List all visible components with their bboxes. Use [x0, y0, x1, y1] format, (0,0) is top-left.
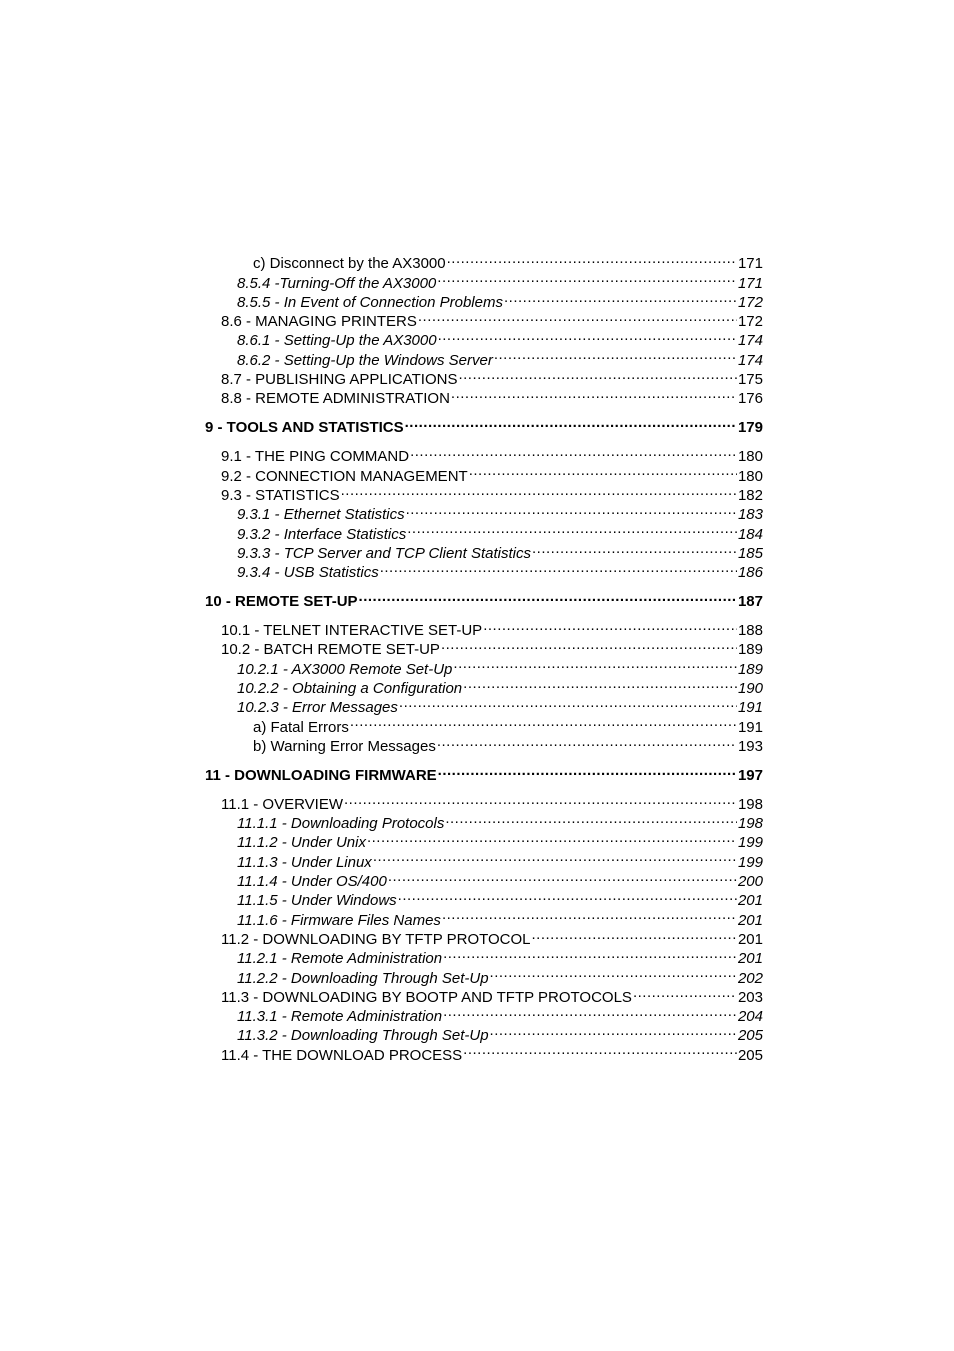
- toc-entry-title: 8.6 - MANAGING PRINTERS: [221, 313, 417, 331]
- dot-leader: [438, 761, 737, 780]
- toc-entry-page-number: 180: [737, 467, 763, 485]
- dot-leader: [398, 886, 737, 905]
- dot-leader: [437, 732, 737, 751]
- toc-entry-title: 9.1 - THE PING COMMAND: [221, 448, 410, 466]
- toc-entry-title: b) Warning Error Messages: [253, 737, 436, 755]
- toc-entry[interactable]: [205, 587, 763, 611]
- toc-entry-title: 9.3.2 - Interface Statistics: [237, 525, 407, 543]
- dot-leader: [445, 809, 737, 828]
- dot-leader: [504, 288, 737, 307]
- dot-leader: [388, 867, 737, 886]
- toc-entry-title: 8.6.2 - Setting-Up the Windows Server: [237, 351, 493, 369]
- dot-leader: [380, 558, 737, 577]
- toc-entry-page-number: 201: [737, 950, 763, 968]
- toc-entry-page-number: 183: [737, 506, 763, 524]
- toc-entry-title: 10.1 - TELNET INTERACTIVE SET-UP: [221, 622, 483, 640]
- dot-leader: [359, 587, 737, 606]
- toc-entry-page-number: 198: [737, 815, 763, 833]
- toc-entry[interactable]: [205, 761, 763, 784]
- toc-entry-title: 10.2.1 - AX3000 Remote Set-Up: [237, 660, 453, 678]
- toc-entry-title: 8.5.5 - In Event of Connection Problems: [237, 293, 503, 311]
- toc-entry-title: a) Fatal Errors: [253, 718, 349, 736]
- dot-leader: [532, 925, 737, 944]
- toc-entry-page-number: 187: [737, 593, 763, 611]
- toc-entry-page-number: 186: [737, 564, 763, 582]
- dot-leader: [373, 847, 737, 866]
- dot-leader: [407, 519, 737, 538]
- toc-entry[interactable]: [205, 616, 763, 640]
- dot-leader: [453, 654, 737, 673]
- toc-entry-title: 11.1.4 - Under OS/400: [237, 873, 387, 891]
- toc-entry-title: 11.1.3 - Under Linux: [237, 853, 372, 871]
- toc-entry-page-number: 205: [737, 1046, 763, 1064]
- dot-leader: [367, 828, 737, 847]
- toc-entry-page-number: 176: [737, 390, 763, 408]
- toc-entry-title: 8.6.1 - Setting-Up the AX3000: [237, 332, 437, 350]
- toc-entry-page-number: 198: [737, 795, 763, 813]
- toc-entry-title: 11.3 - DOWNLOADING BY BOOTP AND TFTP PROTOCOLS: [221, 988, 632, 1006]
- toc-entry[interactable]: [205, 790, 763, 813]
- toc-entry-page-number: 202: [737, 969, 763, 987]
- dot-leader: [418, 307, 737, 326]
- dot-leader: [494, 345, 737, 364]
- dot-leader: [447, 249, 737, 268]
- toc-entry-title: 10 - REMOTE SET-UP: [205, 593, 358, 611]
- toc-entry-page-number: 171: [737, 274, 763, 292]
- dot-leader: [458, 365, 737, 384]
- dot-leader: [341, 481, 737, 500]
- toc-entry-page-number: 188: [737, 622, 763, 640]
- toc-entry-page-number: 189: [737, 660, 763, 678]
- dot-leader: [463, 1040, 737, 1059]
- dot-leader: [438, 326, 737, 345]
- toc-entry-page-number: 172: [737, 313, 763, 331]
- toc-entry-title: 9.3.1 - Ethernet Statistics: [237, 506, 405, 524]
- toc-entry-title: 11.3.1 - Remote Administration: [237, 1008, 443, 1026]
- dot-leader: [490, 1021, 737, 1040]
- dot-leader: [443, 1002, 737, 1021]
- toc-entry-page-number: 182: [737, 486, 763, 504]
- dot-leader: [442, 905, 737, 924]
- toc-entry-page-number: 191: [737, 699, 763, 717]
- toc-entry-page-number: 201: [737, 892, 763, 910]
- toc-entry[interactable]: [205, 442, 763, 466]
- toc-entry-title: 10.2.2 - Obtaining a Configuration: [237, 679, 463, 697]
- toc-entry-title: 11.1 - OVERVIEW: [221, 795, 343, 813]
- toc-entry[interactable]: [205, 249, 763, 273]
- toc-entry-title: 9.2 - CONNECTION MANAGEMENT: [221, 467, 468, 485]
- toc-entry-title: 11.2 - DOWNLOADING BY TFTP PROTOCOL: [221, 930, 531, 948]
- toc-entry-title: 11.1.5 - Under Windows: [237, 892, 397, 910]
- toc-entry-title: 9.3 - STATISTICS: [221, 486, 340, 504]
- toc-entry-page-number: 197: [737, 766, 763, 784]
- toc-entry-page-number: 201: [737, 911, 763, 929]
- dot-leader: [451, 384, 737, 403]
- dot-leader: [437, 268, 737, 287]
- toc-entry-title: 8.7 - PUBLISHING APPLICATIONS: [221, 371, 458, 389]
- dot-leader: [410, 442, 737, 461]
- dot-leader: [483, 616, 737, 635]
- toc-entry-title: 11 - DOWNLOADING FIRMWARE: [205, 766, 437, 784]
- toc-entry-page-number: 180: [737, 448, 763, 466]
- dot-leader: [443, 944, 737, 963]
- dot-leader: [633, 983, 737, 1002]
- toc-entry-page-number: 191: [737, 718, 763, 736]
- toc-entry-title: 11.1.6 - Firmware Files Names: [237, 911, 441, 929]
- toc-entry-title: 11.1.2 - Under Unix: [237, 834, 366, 852]
- toc-entry-title: 11.2.2 - Downloading Through Set-Up: [237, 969, 489, 987]
- toc-entry-title: 9.3.3 - TCP Server and TCP Client Statistics: [237, 544, 531, 562]
- toc-entry-page-number: 172: [737, 293, 763, 311]
- toc-entry-page-number: 179: [737, 419, 763, 437]
- dot-leader: [532, 539, 737, 558]
- dot-leader: [490, 963, 737, 982]
- dot-leader: [406, 500, 737, 519]
- toc-entry-title: 10.2 - BATCH REMOTE SET-UP: [221, 641, 440, 659]
- dot-leader: [469, 461, 737, 480]
- toc-entry-title: 10.2.3 - Error Messages: [237, 699, 398, 717]
- toc-entry-page-number: 199: [737, 853, 763, 871]
- dot-leader: [344, 790, 737, 809]
- toc-entry-title: 11.3.2 - Downloading Through Set-Up: [237, 1027, 489, 1045]
- toc-entry-page-number: 205: [737, 1027, 763, 1045]
- toc-entry-page-number: 189: [737, 641, 763, 659]
- toc-entry-page-number: 201: [737, 930, 763, 948]
- dot-leader: [399, 693, 737, 712]
- dot-leader: [441, 635, 737, 654]
- toc-entry-title: 8.8 - REMOTE ADMINISTRATION: [221, 390, 450, 408]
- dot-leader: [350, 712, 737, 731]
- toc-entry-page-number: 190: [737, 679, 763, 697]
- toc-entry-title: 8.5.4 -Turning-Off the AX3000: [237, 274, 437, 292]
- toc-entry-page-number: 193: [737, 737, 763, 755]
- toc-entry-page-number: 174: [737, 332, 763, 350]
- toc-entry-title: 11.4 - THE DOWNLOAD PROCESS: [221, 1046, 463, 1064]
- toc-entry-page-number: 185: [737, 544, 763, 562]
- toc-entry-title: 11.2.1 - Remote Administration: [237, 950, 443, 968]
- toc-entry-page-number: 204: [737, 1008, 763, 1026]
- toc-entry-page-number: 174: [737, 351, 763, 369]
- toc-entry-page-number: 171: [737, 255, 763, 273]
- toc-entry[interactable]: [205, 413, 763, 437]
- dot-leader: [405, 413, 737, 432]
- toc-entry-title: 9 - TOOLS AND STATISTICS: [205, 419, 404, 437]
- dot-leader: [463, 674, 737, 693]
- table-of-contents: [205, 249, 763, 1064]
- toc-entry-page-number: 200: [737, 873, 763, 891]
- toc-entry-title: 11.1.1 - Downloading Protocols: [237, 815, 445, 833]
- toc-entry-page-number: 175: [737, 371, 763, 389]
- toc-entry-title: c) Disconnect by the AX3000: [253, 255, 446, 273]
- toc-entry-page-number: 203: [737, 988, 763, 1006]
- toc-entry-title: 9.3.4 - USB Statistics: [237, 564, 379, 582]
- toc-entry-page-number: 184: [737, 525, 763, 543]
- toc-entry-page-number: 199: [737, 834, 763, 852]
